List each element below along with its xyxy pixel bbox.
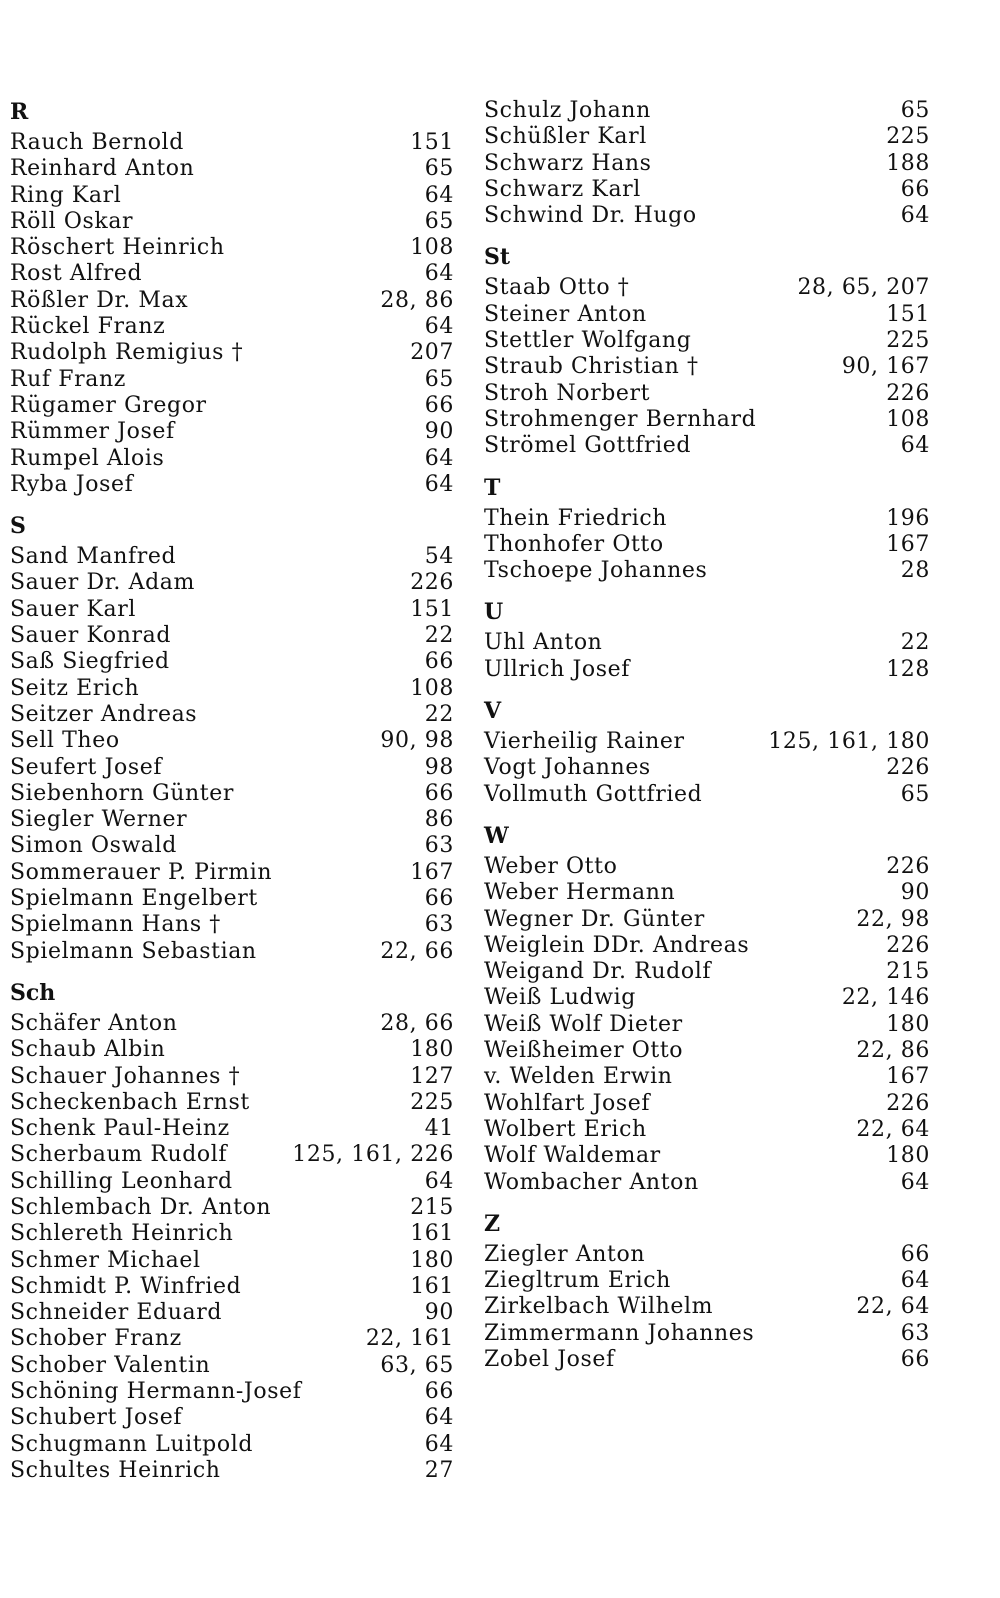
index-column-left [10, 98, 454, 1484]
entry-name: Scherbaum Rudolf [10, 1142, 228, 1168]
entry-pages: 64 [900, 203, 930, 229]
entry-name: Sell Theo [10, 728, 120, 754]
entry-pages: 225 [410, 1089, 454, 1115]
entry-pages: 151 [410, 130, 454, 155]
index-entry [484, 433, 930, 459]
entry-name: Sauer Dr. Adam [10, 570, 195, 596]
index-entry [484, 1064, 930, 1090]
entry-name: Vierheilig Rainer [484, 729, 685, 755]
index-entry [484, 275, 930, 301]
index-entry [484, 302, 930, 328]
entry-name: Stroh Norbert [484, 380, 651, 406]
entry-pages: 22, 98 [856, 906, 930, 932]
index-entry [10, 597, 454, 623]
section-letter-heading: Z [484, 1210, 501, 1237]
entry-pages: 41 [424, 1116, 454, 1142]
entry-name: Ziegltrum Erich [484, 1268, 671, 1294]
entry-pages: 64 [424, 182, 454, 208]
entry-pages: 66 [424, 780, 454, 806]
entry-pages: 86 [424, 807, 454, 833]
entry-name: Spielmann Sebastian [10, 938, 257, 964]
section-letter-heading: W [484, 822, 509, 849]
entry-pages: 64 [424, 1431, 454, 1457]
entry-name: Wohlfart Josef [484, 1090, 651, 1116]
entry-pages: 64 [900, 1169, 930, 1195]
section-gap [484, 683, 930, 697]
entry-pages: 125, 161, 180 [768, 729, 930, 755]
entry-pages: 22, 161 [365, 1326, 454, 1352]
entry-name: Wolbert Erich [484, 1116, 647, 1142]
index-entry [484, 328, 930, 354]
index-entry [10, 1011, 454, 1037]
entry-pages: 207 [410, 340, 454, 366]
index-entry [484, 124, 930, 150]
entry-pages: 188 [886, 150, 930, 176]
entry-name: Zobel Josef [484, 1346, 615, 1372]
entry-name: Ruf Franz [10, 366, 126, 392]
entry-name: Schöning Hermann-Josef [10, 1379, 302, 1405]
entry-pages: 65 [900, 98, 930, 123]
index-entry [484, 177, 930, 203]
index-entry [10, 649, 454, 675]
entry-name: Ullrich Josef [484, 656, 630, 682]
entry-pages: 167 [410, 859, 454, 885]
entry-pages: 65 [900, 781, 930, 807]
index-section [484, 474, 930, 585]
index-entry [10, 570, 454, 596]
index-entry [484, 933, 930, 959]
index-entry [10, 912, 454, 938]
entry-pages: 226 [886, 380, 930, 406]
index-entry [10, 156, 454, 182]
index-entry [10, 288, 454, 314]
index-entry [484, 880, 930, 906]
entry-pages: 226 [886, 932, 930, 958]
index-entry [484, 381, 930, 407]
entry-name: Wegner Dr. Günter [484, 906, 705, 932]
entry-pages: 180 [410, 1247, 454, 1273]
entry-pages: 64 [424, 471, 454, 497]
entry-pages: 151 [410, 596, 454, 622]
entry-pages: 66 [424, 1379, 454, 1405]
entry-pages: 64 [424, 445, 454, 471]
index-entry [484, 782, 930, 808]
index-entry [10, 939, 454, 965]
index-entry [484, 1117, 930, 1143]
index-entry [10, 183, 454, 209]
entry-name: Steiner Anton [484, 301, 647, 327]
entry-name: Seufert Josef [10, 754, 163, 780]
entry-name: Wombacher Anton [484, 1169, 699, 1195]
index-entry [484, 1091, 930, 1117]
entry-name: Stettler Wolfgang [484, 328, 692, 354]
entry-name: Schilling Leonhard [10, 1168, 233, 1194]
index-entry [10, 860, 454, 886]
index-entry [484, 907, 930, 933]
entry-pages: 66 [424, 649, 454, 675]
entry-name: Seitzer Andreas [10, 701, 198, 727]
entry-name: Schauer Johannes † [10, 1063, 241, 1089]
entry-pages: 167 [886, 531, 930, 557]
entry-pages: 63, 65 [380, 1352, 454, 1378]
index-entry [484, 854, 930, 880]
entry-pages: 66 [424, 392, 454, 418]
index-entry [10, 1458, 454, 1484]
entry-pages: 28, 65, 207 [797, 275, 930, 301]
entry-pages: 108 [410, 675, 454, 701]
index-entry [10, 676, 454, 702]
index-entry [484, 1038, 930, 1064]
index-entry [10, 1432, 454, 1458]
entry-pages: 63 [900, 1320, 930, 1346]
index-entry [10, 886, 454, 912]
entry-name: Ziegler Anton [484, 1241, 646, 1267]
index-entry [10, 472, 454, 498]
entry-pages: 64 [900, 433, 930, 459]
section-gap [484, 584, 930, 598]
entry-pages: 167 [886, 1064, 930, 1090]
entry-name: Straub Christian † [484, 354, 699, 380]
entry-pages: 125, 161, 226 [292, 1142, 454, 1168]
entry-name: Rückel Franz [10, 314, 166, 340]
entry-pages: 22, 64 [856, 1294, 930, 1320]
entry-pages: 180 [410, 1037, 454, 1063]
index-section [484, 98, 930, 229]
entry-name: Schober Franz [10, 1326, 182, 1352]
entry-pages: 127 [410, 1063, 454, 1089]
entry-pages: 64 [424, 314, 454, 340]
section-letter-heading: R [10, 99, 29, 125]
index-entry [484, 1347, 930, 1373]
entry-pages: 22, 66 [380, 938, 454, 964]
entry-name: Schenk Paul-Heinz [10, 1116, 230, 1142]
index-entry [10, 130, 454, 156]
index-section [484, 598, 930, 683]
section-gap [484, 1196, 930, 1210]
index-entry [10, 419, 454, 445]
entry-pages: 226 [886, 755, 930, 781]
index-section [10, 979, 454, 1484]
index-entry [10, 1064, 454, 1090]
entry-name: Röschert Heinrich [10, 235, 225, 261]
entry-pages: 54 [424, 544, 454, 570]
index-entry [484, 558, 930, 584]
index-entry [10, 1248, 454, 1274]
index-entry [484, 506, 930, 532]
entry-name: Rumpel Alois [10, 445, 165, 471]
section-gap [10, 965, 454, 979]
entry-pages: 22, 86 [856, 1038, 930, 1064]
entry-name: Zirkelbach Wilhelm [484, 1294, 714, 1320]
index-section [484, 1210, 930, 1373]
index-entry [10, 1274, 454, 1300]
entry-name: Thonhofer Otto [484, 531, 664, 557]
section-letter-heading: S [10, 513, 26, 540]
section-gap [10, 498, 454, 512]
index-entry [10, 1090, 454, 1116]
index-entry [484, 203, 930, 229]
index-entry [484, 151, 930, 177]
entry-pages: 63 [424, 912, 454, 938]
entry-pages: 151 [886, 301, 930, 327]
entry-pages: 64 [424, 1405, 454, 1431]
entry-name: Schubert Josef [10, 1405, 183, 1431]
index-entry [484, 985, 930, 1011]
entry-name: Siegler Werner [10, 807, 188, 833]
index-entry [10, 544, 454, 570]
entry-pages: 90 [424, 1300, 454, 1326]
entry-name: Tschoepe Johannes [484, 558, 708, 584]
index-entry [484, 1242, 930, 1268]
index-entry [10, 393, 454, 419]
entry-pages: 66 [424, 886, 454, 912]
entry-name: Weber Otto [484, 853, 618, 879]
index-section [484, 822, 930, 1196]
entry-name: Schulz Johann [484, 98, 651, 123]
section-gap [484, 229, 930, 243]
entry-pages: 28 [900, 558, 930, 584]
entry-name: Sand Manfred [10, 544, 177, 570]
entry-name: Rauch Bernold [10, 130, 184, 155]
entry-pages: 65 [424, 156, 454, 182]
entry-name: v. Welden Erwin [484, 1064, 673, 1090]
entry-pages: 215 [410, 1194, 454, 1220]
entry-name: Rößler Dr. Max [10, 287, 189, 313]
entry-name: Strohmenger Bernhard [484, 406, 757, 432]
index-entry [10, 446, 454, 472]
index-entry [484, 1012, 930, 1038]
index-entry [10, 1116, 454, 1142]
entry-name: Wolf Waldemar [484, 1143, 661, 1169]
entry-pages: 98 [424, 754, 454, 780]
entry-name: Vogt Johannes [484, 755, 651, 781]
entry-pages: 64 [900, 1268, 930, 1294]
entry-name: Thein Friedrich [484, 505, 668, 531]
entry-pages: 22 [424, 623, 454, 649]
index-entry [10, 1379, 454, 1405]
entry-name: Schüßler Karl [484, 124, 647, 150]
entry-pages: 64 [424, 261, 454, 287]
entry-pages: 28, 86 [380, 287, 454, 313]
entry-pages: 225 [886, 124, 930, 150]
index-entry [10, 702, 454, 728]
entry-pages: 128 [886, 656, 930, 682]
entry-name: Schmidt P. Winfried [10, 1273, 242, 1299]
entry-name: Simon Oswald [10, 833, 177, 859]
entry-name: Spielmann Engelbert [10, 886, 258, 912]
entry-name: Schaub Albin [10, 1037, 166, 1063]
entry-pages: 180 [886, 1011, 930, 1037]
index-entry [484, 657, 930, 683]
entry-name: Schwarz Hans [484, 150, 652, 176]
entry-name: Schultes Heinrich [10, 1457, 221, 1483]
entry-pages: 90, 98 [380, 728, 454, 754]
index-entry [484, 959, 930, 985]
index-entry [10, 1300, 454, 1326]
index-section [10, 512, 454, 965]
entry-pages: 215 [886, 959, 930, 985]
entry-name: Strömel Gottfried [484, 433, 692, 459]
section-letter-heading: St [484, 244, 511, 271]
entry-name: Sommerauer P. Pirmin [10, 859, 273, 885]
index-entry [10, 235, 454, 261]
index-entry [10, 623, 454, 649]
entry-name: Ring Karl [10, 182, 122, 208]
entry-name: Weiß Wolf Dieter [484, 1011, 683, 1037]
entry-pages: 22, 64 [856, 1116, 930, 1142]
index-column-right [484, 98, 930, 1373]
entry-pages: 226 [886, 853, 930, 879]
entry-name: Saß Siegfried [10, 649, 170, 675]
index-entry [10, 1037, 454, 1063]
entry-pages: 108 [410, 235, 454, 261]
entry-pages: 27 [424, 1457, 454, 1483]
entry-name: Zimmermann Johannes [484, 1320, 755, 1346]
entry-pages: 63 [424, 833, 454, 859]
entry-pages: 226 [410, 570, 454, 596]
entry-name: Weigand Dr. Rudolf [484, 959, 712, 985]
entry-pages: 66 [900, 1346, 930, 1372]
index-entry [484, 1268, 930, 1294]
index-entry [484, 407, 930, 433]
entry-name: Schneider Eduard [10, 1300, 223, 1326]
entry-pages: 196 [886, 505, 930, 531]
entry-pages: 180 [886, 1143, 930, 1169]
entry-pages: 65 [424, 366, 454, 392]
entry-name: Rudolph Remigius † [10, 340, 244, 366]
section-letter-heading: V [484, 698, 502, 725]
section-gap [484, 460, 930, 474]
entry-name: Weißheimer Otto [484, 1038, 684, 1064]
index-entry [10, 314, 454, 340]
index-entry [10, 367, 454, 393]
entry-name: Schugmann Luitpold [10, 1431, 254, 1457]
entry-name: Siebenhorn Günter [10, 780, 234, 806]
index-entry [484, 1170, 930, 1196]
index-entry [484, 354, 930, 380]
index-entry [10, 755, 454, 781]
index-section [10, 98, 454, 498]
entry-pages: 90 [900, 880, 930, 906]
section-letter-heading: Sch [10, 979, 56, 1006]
entry-pages: 225 [886, 328, 930, 354]
index-entry [10, 261, 454, 287]
index-entry [10, 1221, 454, 1247]
entry-name: Weber Hermann [484, 880, 676, 906]
index-entry [10, 1353, 454, 1379]
entry-name: Seitz Erich [10, 675, 140, 701]
entry-name: Rümmer Josef [10, 419, 175, 445]
index-entry [484, 630, 930, 656]
section-letter-heading: U [484, 599, 504, 626]
entry-pages: 22 [900, 630, 930, 656]
section-gap [484, 808, 930, 822]
index-entry [484, 1143, 930, 1169]
index-entry [10, 1169, 454, 1195]
entry-name: Schober Valentin [10, 1352, 211, 1378]
entry-name: Röll Oskar [10, 208, 134, 234]
entry-pages: 66 [900, 176, 930, 202]
entry-pages: 22 [424, 701, 454, 727]
entry-name: Weiß Ludwig [484, 985, 636, 1011]
index-section [484, 243, 930, 459]
index-entry [484, 532, 930, 558]
entry-pages: 90, 167 [841, 354, 930, 380]
index-entry [484, 755, 930, 781]
entry-name: Vollmuth Gottfried [484, 781, 703, 807]
entry-pages: 66 [900, 1241, 930, 1267]
section-letter-heading: T [484, 474, 501, 501]
entry-pages: 226 [886, 1090, 930, 1116]
entry-name: Sauer Konrad [10, 623, 172, 649]
index-entry [10, 209, 454, 235]
entry-pages: 64 [424, 1168, 454, 1194]
entry-name: Rügamer Gregor [10, 392, 207, 418]
entry-name: Weiglein DDr. Andreas [484, 932, 750, 958]
entry-name: Uhl Anton [484, 630, 603, 656]
index-section [484, 697, 930, 808]
entry-name: Schwind Dr. Hugo [484, 203, 697, 229]
entry-name: Spielmann Hans † [10, 912, 221, 938]
entry-name: Schwarz Karl [484, 176, 641, 202]
entry-name: Schäfer Anton [10, 1010, 178, 1036]
entry-pages: 65 [424, 208, 454, 234]
index-entry [10, 833, 454, 859]
entry-name: Sauer Karl [10, 596, 136, 622]
entry-name: Reinhard Anton [10, 156, 195, 182]
index-entry [10, 1405, 454, 1431]
index-entry [10, 340, 454, 366]
entry-name: Schlereth Heinrich [10, 1221, 234, 1247]
index-entry [484, 729, 930, 755]
entry-pages: 108 [886, 406, 930, 432]
entry-pages: 161 [410, 1273, 454, 1299]
index-entry [10, 728, 454, 754]
index-entry [484, 1294, 930, 1320]
entry-name: Schlembach Dr. Anton [10, 1194, 272, 1220]
entry-name: Ryba Josef [10, 471, 134, 497]
index-entry [10, 1195, 454, 1221]
entry-pages: 161 [410, 1221, 454, 1247]
index-entry [484, 98, 930, 124]
entry-pages: 22, 146 [841, 985, 930, 1011]
entry-name: Staab Otto † [484, 275, 630, 301]
index-entry [10, 781, 454, 807]
entry-name: Scheckenbach Ernst [10, 1089, 250, 1115]
entry-name: Rost Alfred [10, 261, 143, 287]
index-entry [10, 1142, 454, 1168]
index-entry [10, 807, 454, 833]
index-entry [484, 1321, 930, 1347]
index-entry [10, 1326, 454, 1352]
entry-name: Schmer Michael [10, 1247, 201, 1273]
entry-pages: 28, 66 [380, 1010, 454, 1036]
entry-pages: 90 [424, 419, 454, 445]
